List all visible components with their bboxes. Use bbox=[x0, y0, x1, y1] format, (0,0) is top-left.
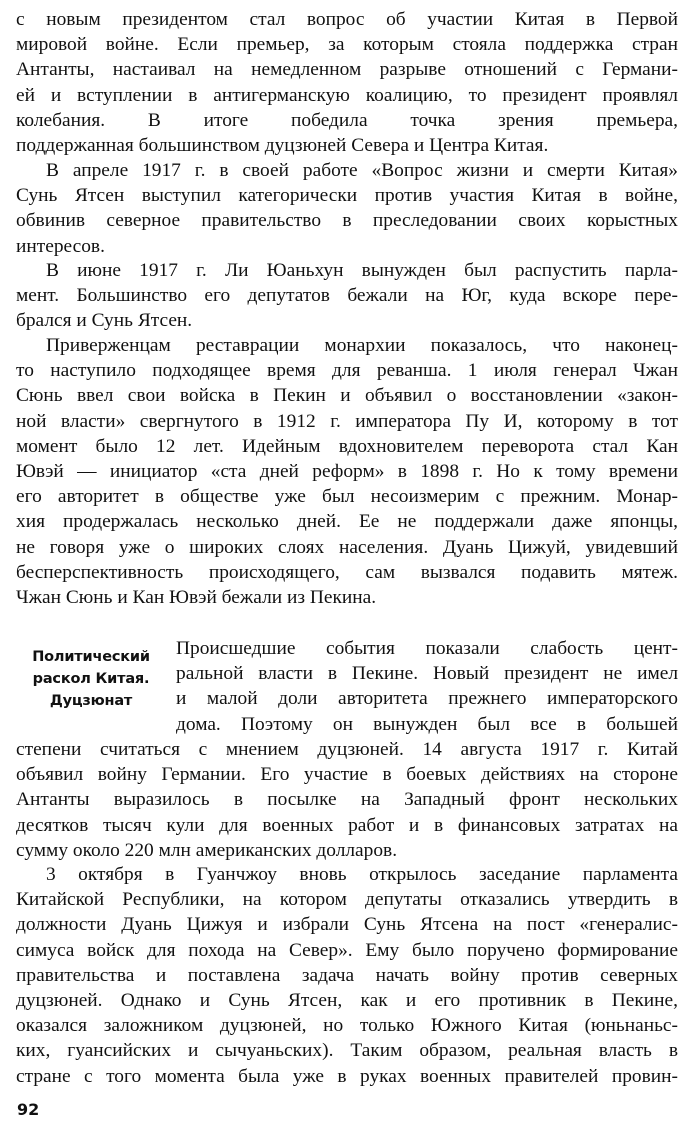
paragraph-4 bbox=[16, 333, 678, 610]
text-line: 3 октября в Гуанчжоу вновь открылось заседание парламента bbox=[46, 864, 678, 885]
text-line: хия продержалась несколько дней. Ее не поддержали даже японцы, bbox=[16, 511, 678, 533]
text-line: брался и Сунь Ятсен. bbox=[16, 310, 193, 332]
text-line: стране с того момента была уже в руках военных правителей провин- bbox=[16, 1065, 678, 1087]
text-line: Приверженцам реставрации монархии показалось, что наконец- bbox=[46, 335, 678, 356]
paragraph-5-start bbox=[176, 636, 678, 737]
text-line: должности Дуань Цижуя и избрали Сунь Ятсена на пост «генералис- bbox=[16, 914, 678, 936]
text-line: симуса войск для похода на Север». Ему было поручено формирование bbox=[16, 939, 678, 961]
text-line: Чжан Сюнь и Кан Ювэй бежали из Пекина. bbox=[16, 586, 377, 608]
text-line: с новым президентом стал вопрос об участии Китая в Первой bbox=[16, 9, 678, 30]
text-line: поддержанная большинством дуцзюней Севера и Центра Китая. bbox=[16, 134, 549, 156]
text-line: десятков тысяч кули для военных работ и в финансовых затратах на bbox=[16, 814, 678, 836]
text-line: В июне 1917 г. Ли Юаньхун вынужден был распустить парла- bbox=[46, 260, 678, 281]
paragraph-3 bbox=[16, 258, 678, 334]
text-line: ей и вступлении в антигерманскую коалицию, то президент проявлял колебания. В итоге победила точка зрения премьера, bbox=[16, 84, 678, 131]
text-line: Антанты выразилось в посылке на Западный фронт нескольких bbox=[16, 789, 678, 811]
text-line: не говоря уже о широких слоях населения. Дуань Цижуй, увидевший bbox=[16, 536, 678, 558]
side-heading-line: Политический bbox=[32, 649, 150, 665]
text-line: то наступило подходящее время для реванша. 1 июля генерал Чжан bbox=[16, 360, 678, 382]
text-line: мент. Большинство его депутатов бежали на Юг, куда вскоре пере- bbox=[16, 285, 678, 307]
paragraph-1 bbox=[16, 7, 678, 158]
text-line: его авторитет в обществе уже был несоизмерим с прежним. Монар- bbox=[16, 486, 678, 508]
page-number: 92 bbox=[17, 1100, 40, 1119]
text-line: момент было 12 лет. Идейным вдохновителем переворота стал Кан bbox=[16, 435, 678, 457]
text-line: Антанты, настаивал на немедленном разрыве отношений с Германи- bbox=[16, 59, 678, 81]
text-line: ной власти» свергнутого в 1912 г. императора Пу И, которому в тот bbox=[16, 410, 678, 432]
text-line: ких, гуансийских и сычуаньских). Таким образом, реальная власть в bbox=[16, 1040, 678, 1062]
text-line: Сунь Ятсен выступил категорически против участия Китая в войне, bbox=[16, 185, 678, 207]
text-line: интересов. bbox=[16, 235, 105, 257]
text-line: и малой доли авторитета прежнего императорского bbox=[176, 688, 678, 710]
paragraph-6 bbox=[16, 862, 678, 1089]
side-heading-line: Дуцзюнат bbox=[49, 693, 133, 709]
text-line: бесперспективность происходящего, сам вызвался подавить мятеж. bbox=[16, 561, 678, 583]
text-line: В апреле 1917 г. в своей работе «Вопрос жизни и смерти Китая» bbox=[46, 160, 678, 181]
paragraph-5-rest bbox=[16, 737, 678, 863]
text-line: мировой войне. Если премьер, за которым стояла поддержка стран bbox=[16, 34, 678, 56]
text-line: объявил войну Германии. Его участие в боевых действиях на стороне bbox=[16, 764, 678, 786]
text-line: ральной власти в Пекине. Новый президент не имел bbox=[176, 663, 678, 685]
section-side-heading bbox=[16, 646, 166, 712]
side-heading-line: раскол Китая. bbox=[32, 671, 150, 687]
text-line: Китайской Республики, на котором депутаты отказались утвердить в bbox=[16, 889, 678, 911]
text-line: Ювэй — инициатор «ста дней реформ» в 1898 г. Но к тому времени bbox=[16, 460, 678, 482]
text-line: оказался заложником дуцзюней, но только Южного Китая (юньнаньс- bbox=[16, 1015, 678, 1037]
paragraph-2 bbox=[16, 158, 678, 259]
text-line: Происшедшие события показали слабость цент- bbox=[176, 638, 678, 659]
text-line: Сюнь ввел свои войска в Пекин и объявил о восстановлении «закон- bbox=[16, 385, 678, 407]
text-line: обвинив северное правительство в преследовании своих корыстных bbox=[16, 210, 678, 232]
text-line: дома. Поэтому он вынужден был все в большей bbox=[176, 713, 678, 735]
text-line: дуцзюней. Однако и Сунь Ятсен, как и его противник в Пекине, bbox=[16, 989, 678, 1011]
text-line: сумму около 220 млн американских долларов. bbox=[16, 839, 398, 861]
text-line: правительства и поставлена задача начать войну против северных bbox=[16, 964, 678, 986]
text-line: степени считаться с мнением дуцзюней. 14 августа 1917 г. Китай bbox=[16, 739, 678, 760]
